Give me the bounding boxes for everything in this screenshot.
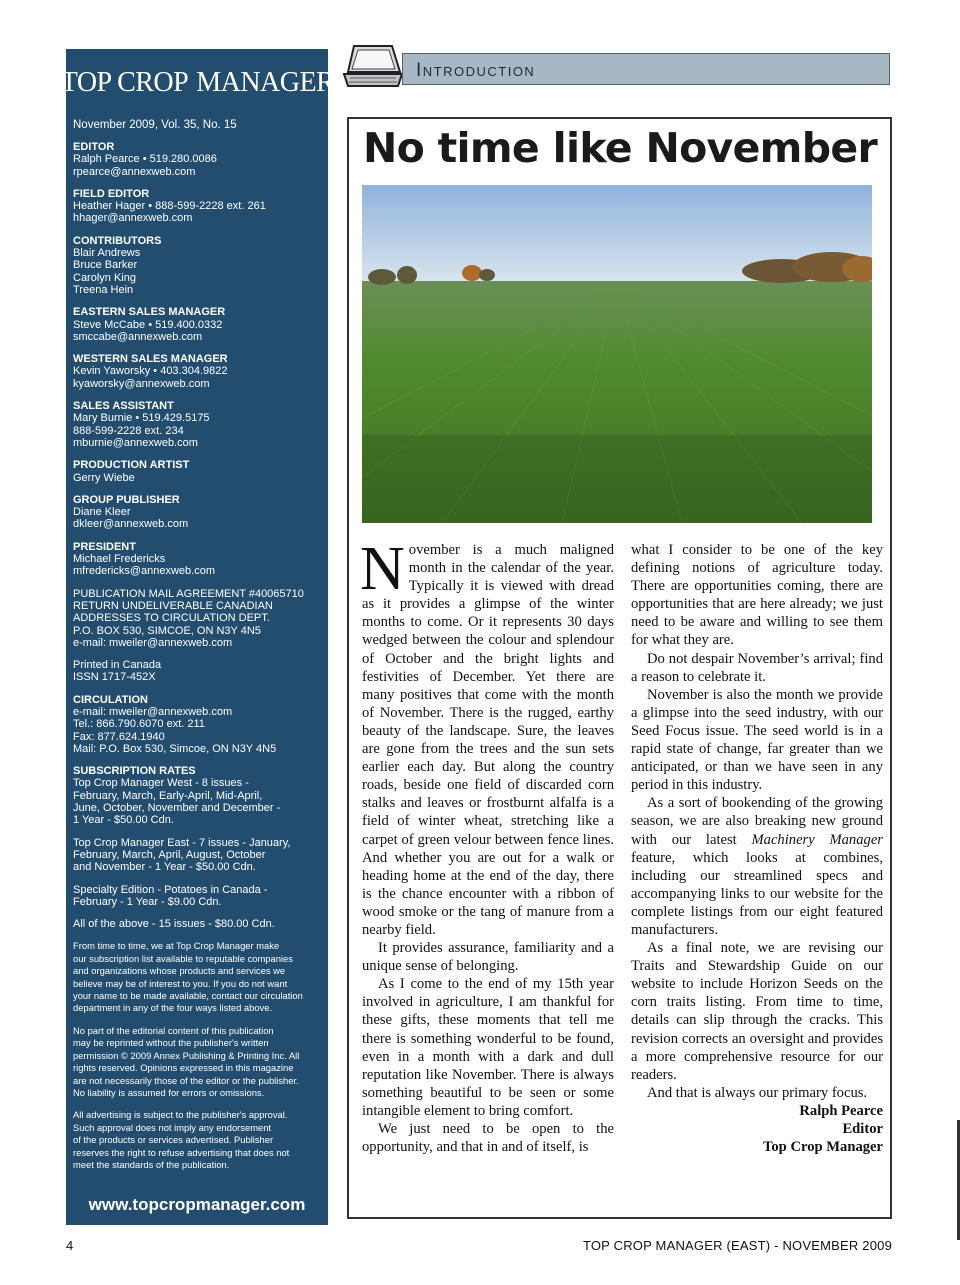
article-paragraph: We just need to be open to the opportunity, and that in and of itself, is: [362, 1121, 614, 1156]
masthead-line: mfredericks@annexweb.com: [73, 565, 215, 578]
staff-section: [73, 459, 322, 484]
footer-publication: TOP CROP MANAGER (EAST) - NOVEMBER 2009: [582, 1238, 892, 1253]
article-paragraph: November is a much maligned month in the calendar of the year. Typically it is viewed with dread as it provides a glimpse of the winter months to come. Or it represents 30 days wedged between the colour and splendour of October and the bright lights and festivities of December. Yet there are many positives that come with the month of November. There is the rugged, earthy beauty of the landscape. Sure, the leaves are gone from the trees and the sun sets earlier each day. But along the country roads, beside one field of discarded corn stalks and leaves or frostburnt alfalfa is a field of winter wheat, stretching like a carpet of green velour between fence lines. And whether you are out for a walk or heading home at the end of the day, there is the chance encounter with a ribbon of wood smoke or the tang of manure from a nearby field.: [360, 535, 614, 938]
article-paragraph: And that is always our primary focus.: [647, 1084, 868, 1101]
masthead-line: Specialty Edition - Potatoes in Canada -: [73, 883, 268, 896]
masthead-line: Top Crop Manager West - 8 issues -: [73, 777, 249, 790]
masthead-line: Tel.: 866.790.6070 ext. 211: [73, 718, 205, 731]
website-link[interactable]: www.topcropmanager.com: [88, 1195, 306, 1214]
masthead-line: permission © 2009 Annex Publishing & Printing Inc. All: [73, 1049, 300, 1061]
section-label: Introduction: [416, 60, 536, 81]
masthead-line: meet the standards of the publication.: [73, 1158, 230, 1170]
masthead-line: mburnie@annexweb.com: [73, 436, 198, 449]
subscription-specialty: [73, 884, 322, 909]
article-headline: No time like November: [363, 124, 877, 172]
fine-print-copyright: [73, 1025, 322, 1099]
masthead-line: No liability is assumed for errors or omissions.: [73, 1086, 265, 1098]
fine-print-advertising: [73, 1109, 322, 1171]
masthead-line: Blair Andrews: [73, 247, 141, 260]
masthead-line: Heather Hager • 888-599-2228 ext. 261: [73, 200, 266, 213]
masthead-line: rights reserved. Opinions expressed in this magazine: [73, 1062, 294, 1074]
masthead-line: of the products or services advertised. Publisher: [73, 1134, 274, 1146]
staff-section: [73, 141, 322, 178]
masthead-line: hhager@annexweb.com: [73, 212, 193, 225]
masthead-line: Carolyn King: [73, 271, 136, 284]
wheat-field-photo: [362, 185, 872, 523]
masthead-line: Printed in Canada: [73, 659, 162, 672]
staff-heading: WESTERN SALES MANAGER: [73, 353, 228, 366]
circulation-lines: [73, 706, 322, 755]
staff-section: [73, 400, 322, 449]
masthead-line: Treena Hein: [73, 283, 134, 296]
masthead-line: ISSN 1717-452X: [73, 671, 156, 684]
circulation-block: [73, 694, 322, 755]
subscription-heading: SUBSCRIPTION RATES: [73, 765, 196, 778]
staff-heading: SALES ASSISTANT: [73, 400, 174, 413]
article-paragraph: November is also the month we provide a glimpse into the seed industry, with our Seed Focus issue. The seed world is in a rapid state of change, far greater than we anticipated, or than we have seen in any period in this industry.: [631, 686, 883, 794]
masthead-line: your name to be made available, contact our circulation: [73, 990, 303, 1002]
staff-heading: PRODUCTION ARTIST: [73, 459, 190, 472]
masthead-line: believe may be of interest to you. If you do not want: [73, 977, 288, 989]
masthead-line: 888-599-2228 ext. 234: [73, 424, 184, 437]
masthead-line: P.O. BOX 530, SIMCOE, ON N3Y 4N5: [73, 624, 261, 637]
masthead-line: are not necessarily those of the editor or the publisher.: [73, 1074, 299, 1086]
article-paragraph: As a sort of bookending of the growing season, we are also breaking new ground with our latest Machinery Manager feature, which looks at combines, including our streamlined specs and accompanying links to our website for the complete listings from our eight featured manufacturers.: [631, 795, 883, 938]
masthead-line: February, March, Early-April, Mid-April,: [73, 789, 263, 802]
masthead-line: rpearce@annexweb.com: [73, 165, 196, 178]
article-paragraph: Do not despair November’s arrival; find a reason to celebrate it.: [631, 650, 883, 685]
masthead-line: e-mail: mweiler@annexweb.com: [73, 636, 233, 649]
staff-section: [73, 494, 322, 531]
masthead-line: our subscription list available to reputable companies: [73, 952, 293, 964]
masthead-line: ADDRESSES TO CIRCULATION DEPT.: [73, 612, 270, 625]
masthead-line: Diane Kleer: [73, 506, 131, 519]
staff-heading: FIELD EDITOR: [73, 187, 150, 200]
subscription-west: [73, 777, 322, 826]
staff-heading: GROUP PUBLISHER: [73, 493, 180, 506]
masthead-line: reserves the right to refuse advertising that does not: [73, 1146, 290, 1158]
masthead-line: No part of the editorial content of this publication: [73, 1024, 274, 1036]
masthead-line: PUBLICATION MAIL AGREEMENT #40065710: [73, 587, 304, 600]
masthead-line: may be reprinted without the publisher's written: [73, 1037, 269, 1049]
staff-list: [73, 141, 322, 578]
masthead-line: department in any of the four ways listed above.: [73, 1002, 273, 1014]
signature-publication: Top Crop Manager: [762, 1139, 883, 1156]
publication-logo: [60, 63, 335, 103]
masthead-line: and November - 1 Year - $50.00 Cdn.: [73, 861, 256, 874]
masthead-line: Michael Fredericks: [73, 553, 166, 566]
staff-section: [73, 353, 322, 390]
masthead-line: 1 Year - $50.00 Cdn.: [73, 814, 174, 827]
page-number: 4: [66, 1238, 74, 1253]
drop-cap: N: [360, 535, 405, 603]
staff-heading: PRESIDENT: [73, 540, 136, 553]
masthead-line: smccabe@annexweb.com: [73, 330, 203, 343]
staff-heading: EDITOR: [73, 141, 115, 153]
masthead-line: RETURN UNDELIVERABLE CANADIAN: [73, 599, 273, 612]
staff-section: [73, 188, 322, 225]
masthead-line: Mary Burnie • 519.429.5175: [73, 412, 210, 425]
staff-section: [73, 541, 322, 578]
subscription-east: [73, 837, 322, 874]
subscription-block: [73, 765, 322, 826]
masthead-line: From time to time, we at Top Crop Manager make: [73, 940, 280, 952]
masthead-line: kyaworsky@annexweb.com: [73, 377, 210, 390]
masthead-line: Steve McCabe • 519.400.0332: [73, 318, 223, 331]
laptop-icon: [340, 42, 406, 92]
staff-heading: CONTRIBUTORS: [73, 234, 162, 247]
masthead-line: Kevin Yaworsky • 403.304.9822: [73, 365, 228, 378]
section-header-bar: [402, 53, 890, 85]
staff-section: [73, 235, 322, 296]
masthead-line: June, October, November and December -: [73, 802, 281, 815]
printed-info: [73, 659, 322, 684]
masthead-line: dkleer@annexweb.com: [73, 518, 189, 531]
signature-title: Editor: [842, 1121, 883, 1137]
issue-info: November 2009, Vol. 35, No. 15: [73, 119, 237, 131]
signature-name: Ralph Pearce: [799, 1102, 883, 1119]
article-paragraph: It provides assurance, familiarity and a unique sense of belonging.: [362, 940, 614, 975]
subscription-all: All of the above - 15 issues - $80.00 Cdn.: [73, 918, 275, 931]
staff-section: [73, 306, 322, 343]
masthead-line: Bruce Barker: [73, 259, 138, 272]
masthead-line: Top Crop Manager East - 7 issues - January,: [73, 836, 291, 849]
logo-text-left: TOP CROP: [60, 67, 189, 98]
article-paragraph: As I come to the end of my 15th year involved in agriculture, I am thankful for these gifts, these moments that tell me there is something wonderful to be found, even in a month with a dark and dull reputation like November. There is always something beautiful to be seen or some intangible element to bring comfort.: [362, 976, 614, 1119]
fine-print-subscription-list: [73, 940, 322, 1014]
feature-name: Machinery Manager: [751, 831, 883, 848]
masthead-line: February, March, April, August, October: [73, 848, 266, 861]
staff-heading: EASTERN SALES MANAGER: [73, 306, 226, 319]
mail-agreement: [73, 588, 322, 649]
masthead-line: February - 1 Year - $9.00 Cdn.: [73, 895, 222, 908]
article-paragraph: As a final note, we are revising our Traits and Stewardship Guide on our website to include Horizon Seeds on the corn traits listing. From time to time, details can slip through the cracks. This revision corrects an oversight and provides a more comprehensive resource for our readers.: [631, 940, 883, 1083]
masthead-sidebar: [60, 49, 335, 1225]
masthead-line: Fax: 877.624.1940: [73, 730, 165, 743]
article-paragraph: what I consider to be one of the key defining notions of agriculture today. There are opportunities coming, there are opportunities that are here already; we just need to be aware and willing to see them for what they are.: [631, 542, 883, 649]
masthead-line: Mail: P.O. Box 530, Simcoe, ON N3Y 4N5: [73, 742, 277, 755]
masthead-line: and organizations whose products and services we: [73, 965, 286, 977]
masthead-line: Gerry Wiebe: [73, 471, 135, 484]
masthead-line: All advertising is subject to the publisher's approval.: [73, 1109, 288, 1121]
masthead-line: Such approval does not imply any endorsement: [73, 1121, 272, 1133]
article-column-2: [631, 541, 883, 1156]
article-column-1: [360, 535, 614, 1156]
logo-text-right: MANAGER: [196, 67, 335, 98]
masthead-line: e-mail: mweiler@annexweb.com: [73, 705, 233, 718]
circulation-heading: CIRCULATION: [73, 693, 148, 706]
masthead-line: Ralph Pearce • 519.280.0086: [73, 153, 217, 166]
